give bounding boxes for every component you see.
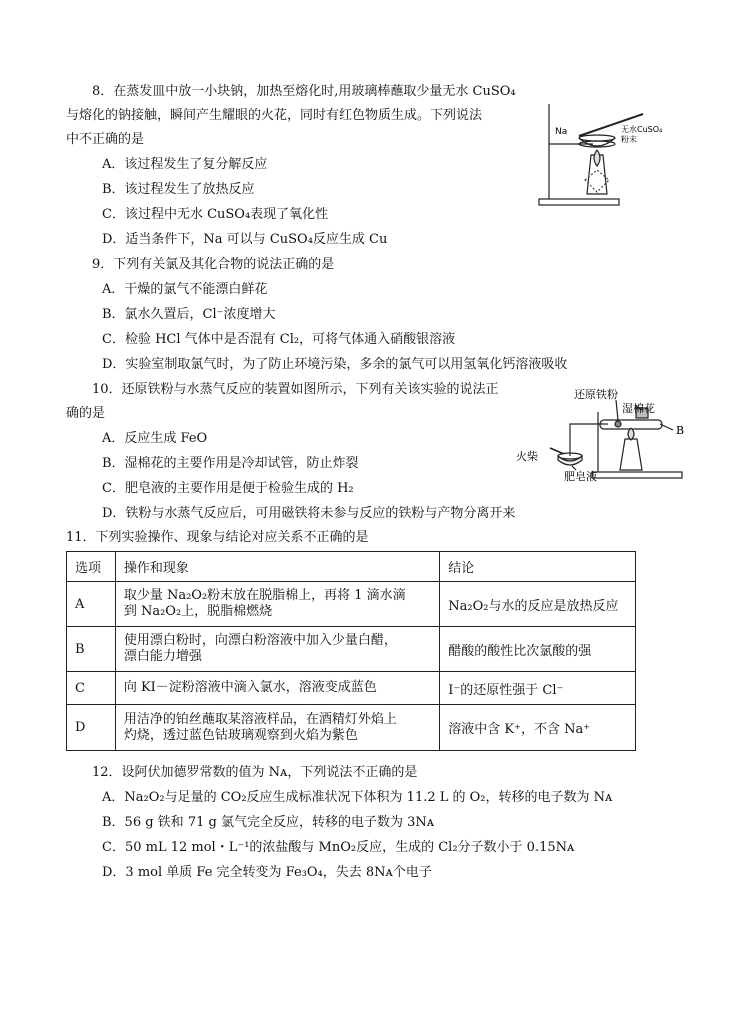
q10-stem-line2: 确的是 bbox=[66, 406, 106, 421]
q11-stem: 11．下列实验操作、现象与结论对应关系不正确的是 bbox=[66, 530, 369, 545]
table-cell-option: B bbox=[67, 627, 116, 672]
operation-line: 使用漂白粉时，向漂白粉溶液中加入少量白醋， bbox=[123, 633, 397, 648]
q8-option-b: B．该过程发生了放热反应 bbox=[102, 182, 255, 197]
table-cell-conclusion: I⁻的还原性强于 Cl⁻ bbox=[440, 672, 636, 705]
table-cell-operation bbox=[115, 672, 439, 705]
table-header-row bbox=[67, 552, 636, 582]
operation-line: 向 KI－淀粉溶液中滴入氯水，溶液变成蓝色 bbox=[123, 680, 377, 695]
operation-line: 漂白能力增强 bbox=[123, 649, 202, 664]
q9-stem: 9．下列有关氯及其化合物的说法正确的是 bbox=[92, 257, 335, 272]
figure-label-na: Na bbox=[555, 127, 568, 137]
figure-label-b: B bbox=[676, 424, 685, 437]
figure-label-match: 火柴 bbox=[516, 450, 538, 463]
table-cell-option: A bbox=[67, 582, 116, 627]
table-cell-operation bbox=[115, 582, 439, 627]
q11-table bbox=[66, 551, 636, 751]
q12-stem: 12．设阿伏加德罗常数的值为 Nᴀ，下列说法不正确的是 bbox=[92, 765, 418, 780]
table-row bbox=[67, 582, 636, 627]
operation-line: 取少量 Na₂O₂粉末放在脱脂棉上，再将 1 滴水滴 bbox=[123, 588, 406, 603]
operation-line: 到 Na₂O₂上，脱脂棉燃烧 bbox=[123, 604, 273, 619]
table-header-conclusion: 结论 bbox=[440, 552, 636, 582]
q10-option-b: B．湿棉花的主要作用是冷却试管，防止炸裂 bbox=[102, 456, 359, 471]
table-cell-conclusion: 溶液中含 K⁺，不含 Na⁺ bbox=[440, 705, 636, 751]
table-cell-conclusion: Na₂O₂与水的反应是放热反应 bbox=[440, 582, 636, 627]
q10-option-d: D．铁粉与水蒸气反应后，可用磁铁将未参与反应的铁粉与产物分离开来 bbox=[102, 506, 516, 521]
q9-option-d: D．实验室制取氯气时，为了防止环境污染，多余的氯气可以用氢氧化钙溶液吸收 bbox=[102, 357, 568, 372]
q12-option-c: C．50 mL 12 mol・L⁻¹的浓盐酸与 MnO₂反应，生成的 Cl₂分子数小于 0.15Nᴀ bbox=[102, 840, 575, 855]
table-cell-option: C bbox=[67, 672, 116, 705]
operation-line: 灼烧，透过蓝色钴玻璃观察到火焰为紫色 bbox=[123, 727, 358, 743]
table-cell-option: D bbox=[67, 705, 116, 751]
table-header-option: 选项 bbox=[67, 552, 116, 582]
q8-stem-line1: 8．在蒸发皿中放一小块钠，加热至熔化时,用玻璃棒蘸取少量无水 CuSO₄ bbox=[92, 84, 516, 99]
table-row bbox=[67, 672, 636, 705]
q12-option-d: D．3 mol 单质 Fe 完全转变为 Fe₃O₄，失去 8Nᴀ个电子 bbox=[102, 865, 432, 880]
q10-option-a: A．反应生成 FeO bbox=[102, 431, 208, 446]
table-row bbox=[67, 705, 636, 751]
q8-stem-line3: 中不正确的是 bbox=[66, 132, 145, 147]
figure-label-iron-powder: 还原铁粉 bbox=[574, 388, 618, 401]
figure-label-soap-solution: 肥皂液 bbox=[564, 470, 597, 483]
evaporating-dish-apparatus-figure bbox=[535, 100, 670, 210]
q10-stem-line1: 10．还原铁粉与水蒸气反应的装置如图所示，下列有关该实验的说法正 bbox=[92, 382, 499, 397]
q12-option-a: A．Na₂O₂与足量的 CO₂反应生成标准状况下体积为 11.2 L 的 O₂，转移的电子数为 Nᴀ bbox=[102, 790, 613, 805]
figure-label-wet-cotton: 湿棉花 bbox=[622, 402, 655, 415]
figure-label-powder: 粉末 bbox=[621, 135, 637, 144]
q9-option-c: C．检验 HCl 气体中是否混有 Cl₂，可将气体通入硝酸银溶液 bbox=[102, 332, 456, 347]
table-header-operation: 操作和现象 bbox=[115, 552, 439, 582]
q9-option-a: A．干燥的氯气不能漂白鲜花 bbox=[102, 282, 268, 297]
q9-option-b: B．氯水久置后，Cl⁻浓度增大 bbox=[102, 307, 276, 322]
q8-option-d: D．适当条件下，Na 可以与 CuSO₄反应生成 Cu bbox=[102, 232, 388, 247]
q8-option-a: A．该过程发生了复分解反应 bbox=[102, 157, 268, 172]
table-cell-operation bbox=[115, 705, 439, 751]
table-row bbox=[67, 627, 636, 672]
q10-option-c: C．肥皂液的主要作用是便于检验生成的 H₂ bbox=[102, 481, 354, 496]
q8-stem-line2: 与熔化的钠接触，瞬间产生耀眼的火花，同时有红色物质生成。下列说法 bbox=[66, 108, 483, 123]
table-cell-conclusion: 醋酸的酸性比次氯酸的强 bbox=[440, 627, 636, 672]
iron-steam-apparatus-figure bbox=[510, 384, 685, 483]
q8-option-c: C．该过程中无水 CuSO₄表现了氧化性 bbox=[102, 207, 329, 222]
operation-line: 用洁净的铂丝蘸取某溶液样品，在酒精灯外焰上 bbox=[123, 711, 397, 727]
figure-label-cuso4: 无水CuSO₄ bbox=[621, 125, 663, 134]
table-cell-operation bbox=[115, 627, 439, 672]
q12-option-b: B．56 g 铁和 71 g 氯气完全反应，转移的电子数为 3Nᴀ bbox=[102, 815, 435, 830]
